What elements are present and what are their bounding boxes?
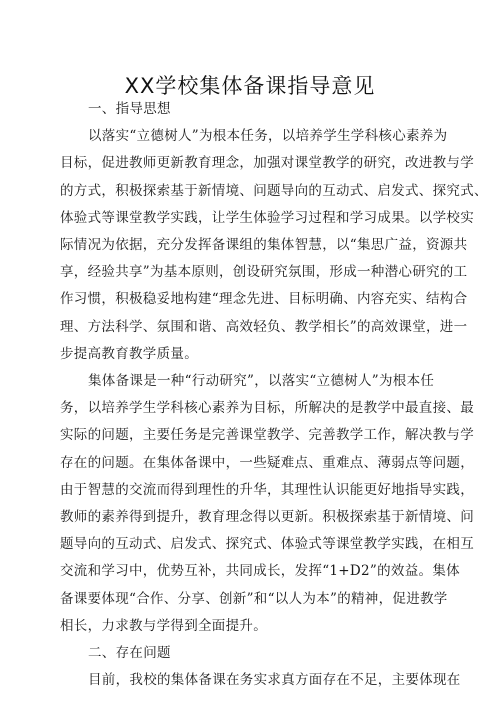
paragraph-line: 教师的素养得到提升，教育理念得以更新。积极探索基于新情境、问 [60,509,474,526]
paragraph [60,368,474,640]
document-title: XX学校集体备课指导意见 [124,74,376,98]
paragraph-line: 际情况为依据，充分发挥备课组的集体智慧，以“集思广益，资源共 [60,237,468,254]
paragraph-line: 目前，我校的集体备课在务实求真方面存在不足，主要体现在 [88,672,461,689]
paragraph-line: 题导向的互动式、启发式、探究式、体验式等课堂教学实践，在相互 [60,536,474,553]
paragraph [60,123,488,368]
paragraph-line: 步提高教育教学质量。 [60,345,198,362]
paragraph-line: 相长，力求教与学得到全面提升。 [60,617,267,634]
paragraph-line: 目标，促进教师更新教育理念，加强对课堂教学的研究，改进教与学 [60,155,474,172]
paragraph-line: 体验式等课堂教学实践，让学生体验学习过程和学习成果。以学校实 [60,209,474,226]
paragraph [60,667,461,694]
paragraph-line: 以落实“立德树人”为根本任务，以培养学生学科核心素养为 [88,128,448,145]
document-body [60,96,488,694]
paragraph-line: 集体备课是一种“行动研究”，以落实“立德树人”为根本任 [88,373,435,390]
paragraph-line: 的方式，积极探索基于新情境、问题导向的互动式、启发式、探究式、 [60,182,488,199]
section-heading: 二、存在问题 [88,645,171,662]
paragraph-line: 交流和学习中，优势互补，共同成长，发挥“1+D2”的效益。集体 [60,563,460,580]
paragraph-line: 存在的问题。在集体备课中，一些疑难点、重难点、薄弱点等问题， [60,454,474,471]
paragraph-line: 实际的问题，主要任务是完善课堂教学、完善教学工作，解决教与学 [60,427,474,444]
paragraph-line: 享，经验共享”为基本原则，创设研究氛围，形成一种潜心研究的工 [60,264,468,281]
paragraph-line: 理、方法科学、氛围和谐、高效轻负、教学相长”的高效课堂，进一 [60,318,468,335]
paragraph-line: 作习惯，积极稳妥地构建“理念先进、目标明确、内容充实、结构合 [60,291,468,308]
section-heading: 一、指导思想 [88,101,171,117]
paragraph-line: 由于智慧的交流而得到理性的升华，其理性认识能更好地指导实践， [60,481,474,498]
paragraph-line: 务，以培养学生学科核心素养为目标，所解决的是教学中最直接、最 [60,400,474,417]
paragraph-line: 备课要体现“合作、分享、创新”和“以人为本”的精神，促进教学 [60,590,448,607]
